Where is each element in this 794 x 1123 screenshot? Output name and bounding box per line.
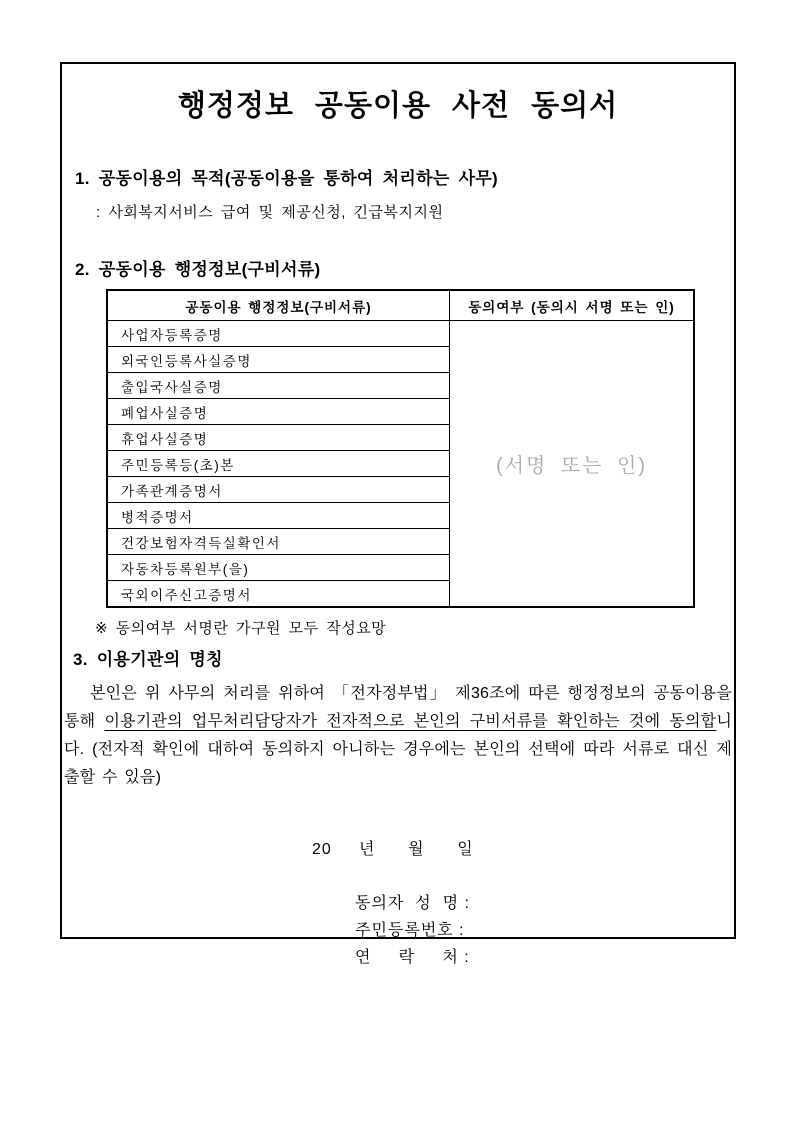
signer-name-label: 동의자 성 명 : (355, 895, 470, 912)
column-header-document: 공동이용 행정정보(구비서류) (107, 290, 450, 321)
document-item: 주민등록등(초)본 (107, 451, 450, 477)
consent-paragraph (64, 680, 732, 792)
consent-note: ※ 동의여부 서명란 가구원 모두 작성요망 (95, 620, 387, 637)
column-header-consent: 동의여부 (동의시 서명 또는 인) (450, 290, 695, 321)
document-item: 가족관계증명서 (107, 477, 450, 503)
page-title: 행정정보 공동이용 사전 동의서 (177, 90, 619, 122)
section2-heading: 2. 공동이용 행정정보(구비서류) (75, 260, 321, 279)
document-item: 외국인등록사실증명 (107, 347, 450, 373)
consent-text-after: 니다. (전자적 확인에 대하여 동의하지 아니하는 경우에는 본인의 선택에 따라 서류로 대신 제출할 수 있음) (64, 713, 732, 786)
document-item: 출입국사실증명 (107, 373, 450, 399)
document-item: 국외이주신고증명서 (107, 581, 450, 608)
resident-id-label: 주민등록번호 : (355, 922, 465, 939)
date-line: 20 년 월 일 (312, 841, 474, 858)
document-item: 건강보험자격득실확인서 (107, 529, 450, 555)
consent-text-underlined: 이용기관의 업무처리담당자가 전자적으로 본인의 구비서류를 확인하는 것에 동의합 (104, 713, 717, 730)
document-page (60, 62, 736, 966)
signature-block (355, 890, 734, 971)
section1-heading: 1. 공동이용의 목적(공동이용을 통하여 처리하는 사무) (75, 169, 498, 188)
document-item: 자동차등록원부(을) (107, 555, 450, 581)
documents-table (106, 289, 695, 608)
document-item: 사업자등록증명 (107, 321, 450, 347)
table-row (107, 321, 694, 347)
section1-detail: : 사회복지서비스 급여 및 제공신청, 긴급복지지원 (96, 204, 444, 221)
document-item: 폐업사실증명 (107, 399, 450, 425)
table-header-row (107, 290, 694, 321)
document-item: 병적증명서 (107, 503, 450, 529)
signature-area: (서명 또는 인) (450, 321, 695, 608)
consent-text-before: 본인은 위 사무의 처리를 위하여 「전자정부법」 제36조에 따른 행정정보의 공동이용을 통해 (64, 685, 732, 730)
document-item: 휴업사실증명 (107, 425, 450, 451)
section3-heading: 3. 이용기관의 명칭 (73, 650, 223, 669)
contact-label: 연 락 처 : (355, 949, 470, 966)
